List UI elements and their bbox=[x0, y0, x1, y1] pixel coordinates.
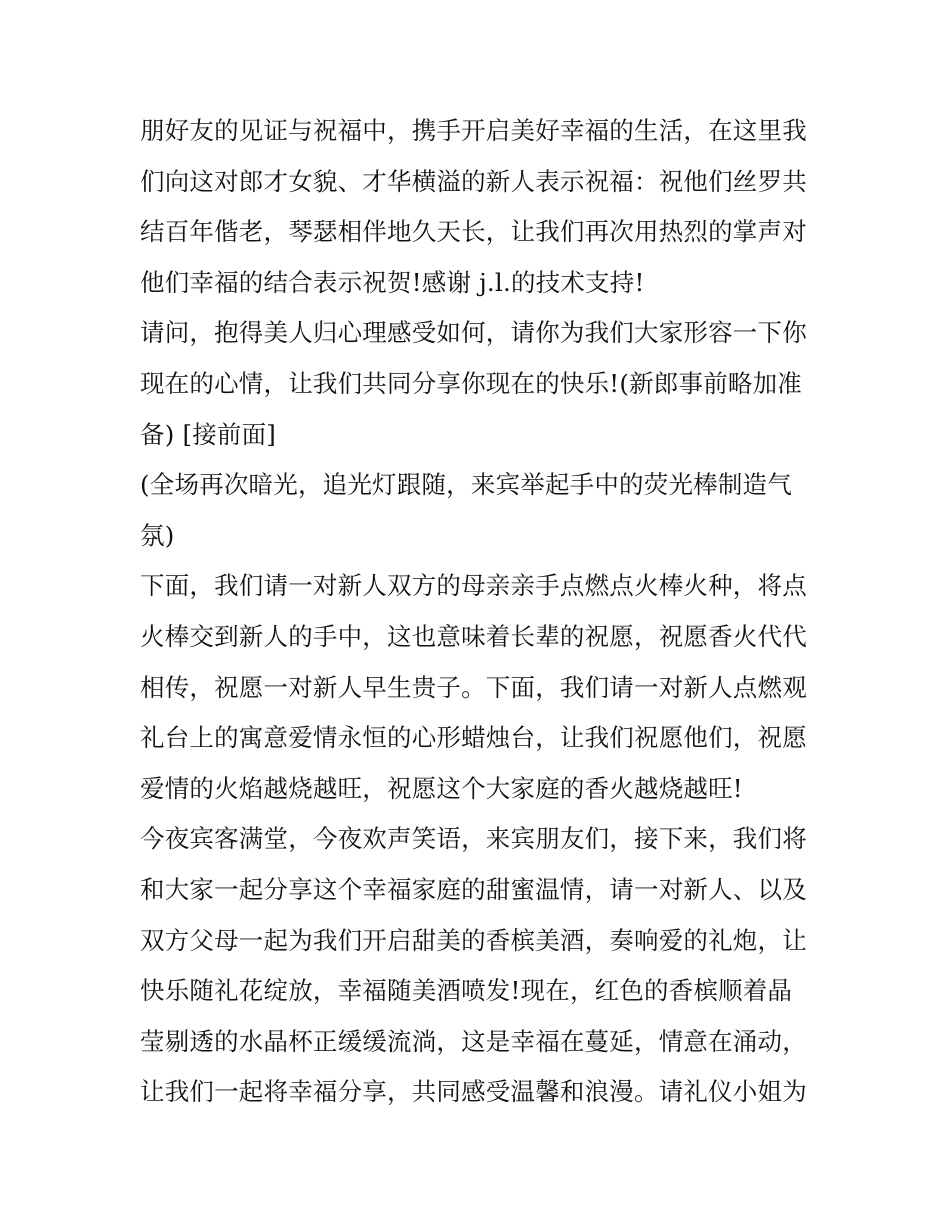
text-line: 双方父母一起为我们开启甜美的香槟美酒，奏响爱的礼炮，让 bbox=[140, 925, 807, 955]
text-line: 莹剔透的水晶杯正缓缓流淌，这是幸福在蔓延，情意在涌动， bbox=[140, 1026, 807, 1056]
text-line: 他们幸福的结合表示祝贺!感谢 j.l.的技术支持! bbox=[140, 267, 645, 297]
text-line: 备) [接前面] bbox=[140, 419, 277, 449]
text-line: 快乐随礼花绽放，幸福随美酒喷发!现在，红色的香槟顺着晶 bbox=[140, 976, 793, 1006]
paragraph-question bbox=[140, 308, 820, 460]
text-line: 朋好友的见证与祝福中，携手开启美好幸福的生活，在这里我 bbox=[140, 116, 807, 145]
paragraph-stage-direction bbox=[140, 460, 820, 561]
text-line: (全场再次暗光，追光灯跟随，来宾举起手中的荧光棒制造气 bbox=[140, 470, 792, 500]
text-line: 和大家一起分享这个幸福家庭的甜蜜温情，请一对新人、以及 bbox=[140, 874, 807, 904]
paragraph-blessing bbox=[140, 106, 820, 308]
text-line: 让我们一起将幸福分享，共同感受温馨和浪漫。请礼仪小姐为 bbox=[140, 1077, 807, 1107]
text-line: 请问，抱得美人归心理感受如何，请你为我们大家形容一下你 bbox=[140, 318, 807, 348]
text-line: 礼台上的寓意爱情永恒的心形蜡烛台，让我们祝愿他们，祝愿 bbox=[140, 723, 807, 753]
document-body bbox=[140, 106, 820, 1118]
text-line: 今夜宾客满堂，今夜欢声笑语，来宾朋友们，接下来，我们将 bbox=[140, 824, 807, 854]
paragraph-candle-ceremony bbox=[140, 561, 820, 814]
text-line: 相传，祝愿一对新人早生贵子。下面，我们请一对新人点燃观 bbox=[140, 672, 807, 702]
text-line: 们向这对郎才女貌、才华横溢的新人表示祝福：祝他们丝罗共 bbox=[140, 166, 807, 196]
text-line: 现在的心情，让我们共同分享你现在的快乐!(新郎事前略加准 bbox=[140, 368, 803, 398]
text-line: 氛) bbox=[140, 520, 175, 550]
text-line: 爱情的火焰越烧越旺，祝愿这个大家庭的香火越烧越旺! bbox=[140, 773, 743, 803]
text-line: 下面，我们请一对新人双方的母亲亲手点燃点火棒火种，将点 bbox=[140, 571, 807, 601]
text-line: 火棒交到新人的手中，这也意味着长辈的祝愿，祝愿香火代代 bbox=[140, 621, 807, 651]
paragraph-champagne-toast bbox=[140, 814, 820, 1118]
text-line: 结百年偕老，琴瑟相伴地久天长，让我们再次用热烈的掌声对 bbox=[140, 217, 807, 247]
